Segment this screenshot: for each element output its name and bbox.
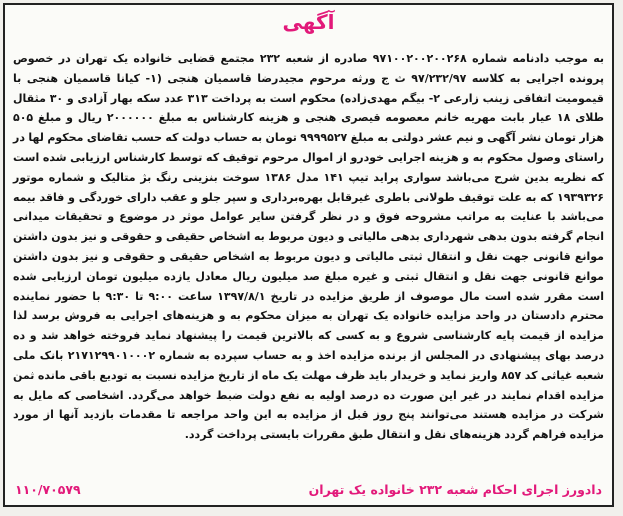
notice-signature: دادورز اجرای احکام شعبه ۲۳۲ خانواده یک تهران	[308, 481, 602, 497]
notice-footer	[15, 477, 602, 501]
notice-title: آگهی	[282, 10, 335, 34]
notice-box	[3, 3, 614, 507]
notice-body: به موجب دادنامه شماره ۹۷۱۰۰۲۰۰۲۰۰۲۶۸ صادره از شعبه ۲۳۲ مجتمع قضایی خانواده یک تهران در خصوص پرونده اجرایی به کلاسه ۹۷/۲۳۲/۹۷ ث ج ورثه مرحوم مجیدرضا قاسمیان هنجی (۱- کیانا قاسمیان هنجی با قیمومیت اتفاقی زینب زارعی ۲- بیگم مهدی‌زاده) محکوم است به پرداخت ۳۱۳ عدد سکه بهار آزادی و ۳۰ مثقال طلای ۱۸ عیار بابت مهریه خانم معصومه قیصری هنجی و هزینه کارشناس به مبلغ ۲۰۰۰۰۰۰ ریال و مبلغ ۵۰۵ هزار تومان نشر آگهی و نیم عشر دولتی به مبلغ ۹۹۹۹۵۲۷ تومان به حساب دولت که حسب تقاضای محکوم لها در راستای وصول محکوم به و هزینه اجرایی خودرو از اموال مرحوم توقیف که توسط کارشناس ارزیابی شده است که نظریه بدین شرح می‌باشد سواری پراید تیپ ۱۴۱ مدل ۱۳۸۶ سوخت بنزینی رنگ بژ متالیک و شماره موتور ۱۹۳۹۳۲۶ که به علت توقیف طولانی باطری غیرقابل بهره‌برداری و سپر جلو و عقب دارای خوردگی و فاقد بیمه می‌باشد با عنایت به مراتب مشروحه فوق و در نظر گرفتن سایر عوامل موثر در موضوع و تحقیقات میدانی انجام گرفته بدون بدهی شهرداری بدهی مالیاتی و دیون مربوط به اشخاص حقیقی و حقوقی و نیز بدون داشتن موانع قانونی جهت نقل و انتقال ثبتی مالیاتی و دیون مربوط به اشخاص حقیقی و حقوقی و نیز بدون داشتن موانع قانونی جهت نقل و انتقال ثبتی و غیره مبلغ صد میلیون ریال معادل یازده میلیون تومان ارزیابی شده است مقرر شده است مال موصوف از طریق مزایده در تاریخ ۱۳۹۷/۸/۱ ساعت ۹:۰۰ تا ۹:۳۰ با حضور نماینده محترم دادستان در واحد مزایده خانواده یک تهران به میزان محکوم به و هزینه‌های اجرایی به فروش برسد لذا مزایده از قیمت پایه کارشناسی شروع و به کسی که بالاترین قیمت را پیشنهاد نماید فروخته خواهد شد و ده درصد بهای پیشنهادی در المجلس از برنده مزایده اخذ و به حساب سپرده به شماره ۲۱۷۱۲۹۹۰۱۰۰۰۲ بانک ملی شعبه غیاثی کد ۸۵۷ واریز نماید و خریدار باید ظرف مهلت یک ماه از تاریخ مزایده نسبت به تودیع باقی مانده ثمن مزایده اقدام نمایند در غیر این صورت ده درصد اولیه به نفع دولت ضبط خواهد می‌گردد. اشخاصی که مایل به شرکت در مزایده هستند می‌توانند پنج روز قبل از مزایده به این واحد مراجعه تا مقدمات بازدید آنها از مورد مزایده فراهم گردد هزینه‌های نقل و انتقال طبق مقررات بایستی پرداخت گردد.	[13, 52, 605, 442]
notice-reference-number: ۱۱۰/۷۰۵۷۹	[15, 481, 81, 497]
